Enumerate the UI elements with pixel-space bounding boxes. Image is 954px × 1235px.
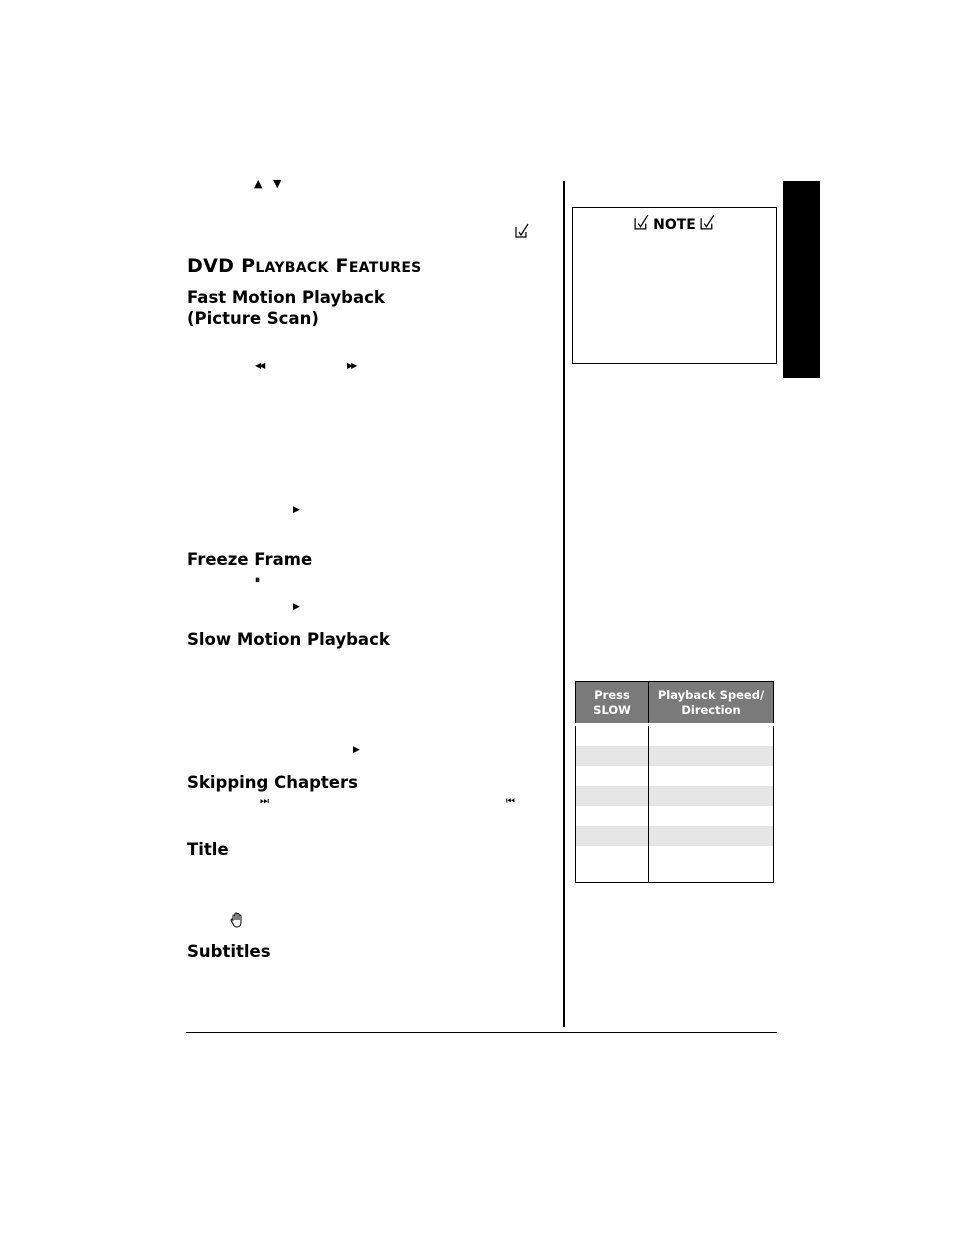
table-header-press: Press SLOW [576, 682, 649, 725]
heading-subtitles: Subtitles [187, 942, 271, 961]
column-divider [563, 181, 565, 1027]
table-header-row [576, 682, 774, 725]
down-arrow-icon: ▼ [273, 177, 282, 190]
table-row [576, 746, 774, 766]
note-icon [699, 214, 716, 231]
note-box [572, 207, 777, 364]
hand-icon [230, 912, 245, 928]
note-icon [514, 223, 530, 239]
fast-forward-icon: ▶▶ [347, 361, 356, 370]
pause-icon: ⏸ [255, 575, 260, 586]
skip-previous-icon: ⏮ [506, 796, 515, 807]
note-label: NOTE [653, 217, 696, 233]
play-icon: ▶ [353, 745, 360, 755]
table-row [576, 725, 774, 747]
play-icon: ▶ [293, 505, 300, 515]
section-side-tab [783, 181, 820, 378]
table-row [576, 826, 774, 846]
note-icon [633, 214, 650, 231]
heading-freeze-frame: Freeze Frame [187, 550, 313, 569]
heading-skipping-chapters: Skipping Chapters [187, 773, 358, 792]
table-row [576, 766, 774, 786]
bottom-rule [186, 1032, 777, 1033]
note-header [573, 214, 776, 233]
heading-slow-motion: Slow Motion Playback [187, 630, 390, 649]
table-row [576, 846, 774, 883]
rewind-icon: ◀◀ [255, 361, 264, 370]
heading-title: Title [187, 840, 229, 859]
skip-next-icon: ⏭ [260, 796, 269, 807]
table-row [576, 806, 774, 826]
table-row [576, 786, 774, 806]
slow-speed-table [575, 681, 774, 883]
heading-fast-motion: Fast Motion Playback (Picture Scan) [187, 288, 385, 328]
play-icon: ▶ [293, 602, 300, 612]
up-arrow-icon: ▲ [254, 177, 263, 190]
table-header-speed: Playback Speed/ Direction [649, 682, 774, 725]
section-title: DVD PLAYBACK FEATURES [187, 255, 422, 277]
